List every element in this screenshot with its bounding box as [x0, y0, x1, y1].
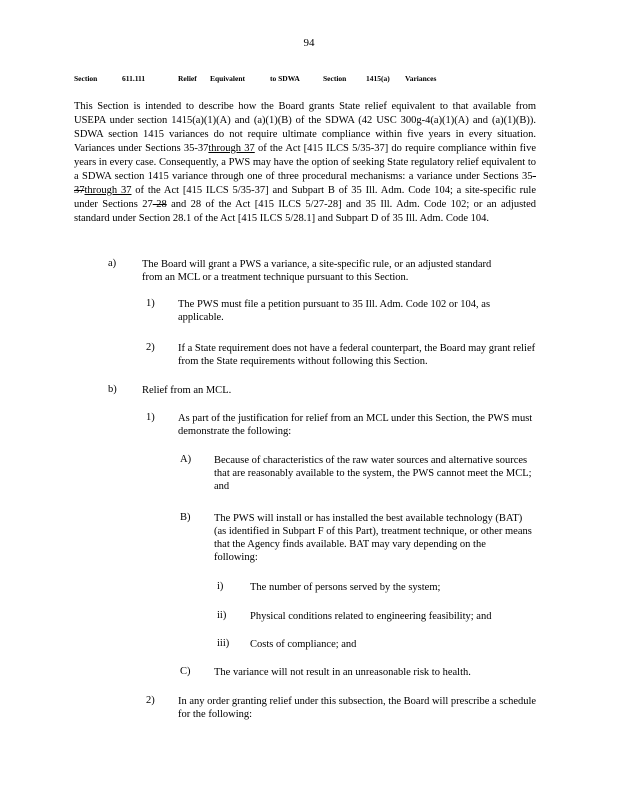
title-word-5: 1415(a): [366, 74, 390, 83]
item-label-bii: ii): [217, 610, 227, 621]
item-label-biii: iii): [217, 638, 230, 649]
intro-text-4: and 28 of the Act [415 ILCS 5/27-28] and 35 Ill. Adm. Code 102; or an adjusted standard under Section 28.1 of the Act [415 ILCS 5/28.1] and Subpart D of 35 Ill. Adm. Code 104.: [74, 199, 536, 224]
inserted-text: through 37: [84, 185, 132, 196]
item-label-a1: 1): [146, 298, 155, 309]
intro-text-3: of the Act [415 ILCS 5/35-37] and Subpart B of 35 Ill. Adm. Code 104; a site-specific rule under Sections 27: [74, 185, 536, 210]
title-word-1: Relief: [178, 74, 197, 83]
item-bC-text: The variance will not result in an unreasonable risk to health.: [214, 667, 471, 678]
item-bB-text: The PWS will install or has installed the best available technology (BAT) (as identified in Subpart F of this Part), treatment technique, or other means that the Agency finds available. BAT may vary depending on the following:: [214, 513, 532, 563]
intro-paragraph: [74, 100, 536, 226]
item-b1-text: As part of the justification for relief from an MCL under this Section, the PWS must demonstrate the following:: [178, 413, 533, 437]
item-a2-text: If a State requirement does not have a federal counterpart, the Board may grant relief from the State requirements without following this Section.: [178, 343, 536, 367]
page-number: 94: [303, 37, 315, 49]
deleted-text: -28: [152, 199, 167, 210]
item-label-b1: 1): [146, 412, 155, 423]
item-label-bA: A): [180, 454, 192, 465]
item-label-a: a): [108, 258, 117, 269]
item-bii-text: Physical conditions related to engineering feasibility; and: [250, 611, 492, 622]
intro-text-1: This Section is intended to describe how the Board grants State relief equivalent to that available from USEPA under section 1415(a)(1)(A) and (a)(1)(B) of the SDWA (42 USC 300g-4(a)(1)(A) and (a)(1)(B)). SDWA section 1415 variances do not require ultimate compliance within five years in every situation. Variances under Sections 35-37: [74, 101, 536, 154]
intro-text-2: of the Act [415 ILCS 5/35-37] do require compliance within five years in every case. Consequently, a PWS may have the option of seeking State regulatory relief equivalent to a SDWA section 1415 variance through one of three procedural mechanisms: a variance under Sections 35: [74, 143, 536, 182]
section-label: Section: [74, 74, 98, 83]
item-biii-text: Costs of compliance; and: [250, 639, 357, 650]
item-label-bC: C): [180, 666, 191, 677]
title-word-4: Section: [323, 74, 347, 83]
section-number: 611.111: [122, 74, 146, 83]
item-b2-text: In any order granting relief under this subsection, the Board will prescribe a schedule for the following:: [178, 696, 537, 720]
deleted-text: -37: [74, 171, 536, 196]
item-label-a2: 2): [146, 342, 155, 353]
item-label-b2: 2): [146, 695, 155, 706]
item-a1-text: The PWS must file a petition pursuant to 35 Ill. Adm. Code 102 or 104, as applicable.: [178, 299, 491, 323]
item-label-bi: i): [217, 581, 224, 592]
item-b-text: Relief from an MCL.: [142, 385, 232, 396]
item-bA-text: Because of characteristics of the raw water sources and alternative sources that are reasonably available to the system, the PWS cannot meet the MCL; and: [214, 455, 532, 492]
item-label-bB: B): [180, 512, 191, 523]
item-bi-text: The number of persons served by the system;: [250, 582, 441, 593]
item-a-text: The Board will grant a PWS a variance, a site-specific rule, or an adjusted standard from an MCL or a treatment technique pursuant to this Section.: [142, 259, 492, 283]
item-label-b: b): [108, 384, 117, 395]
title-word-6: Variances: [405, 74, 437, 83]
title-word-3: to SDWA: [270, 74, 300, 83]
inserted-text: through 37: [208, 143, 255, 154]
title-word-2: Equivalent: [210, 74, 246, 83]
